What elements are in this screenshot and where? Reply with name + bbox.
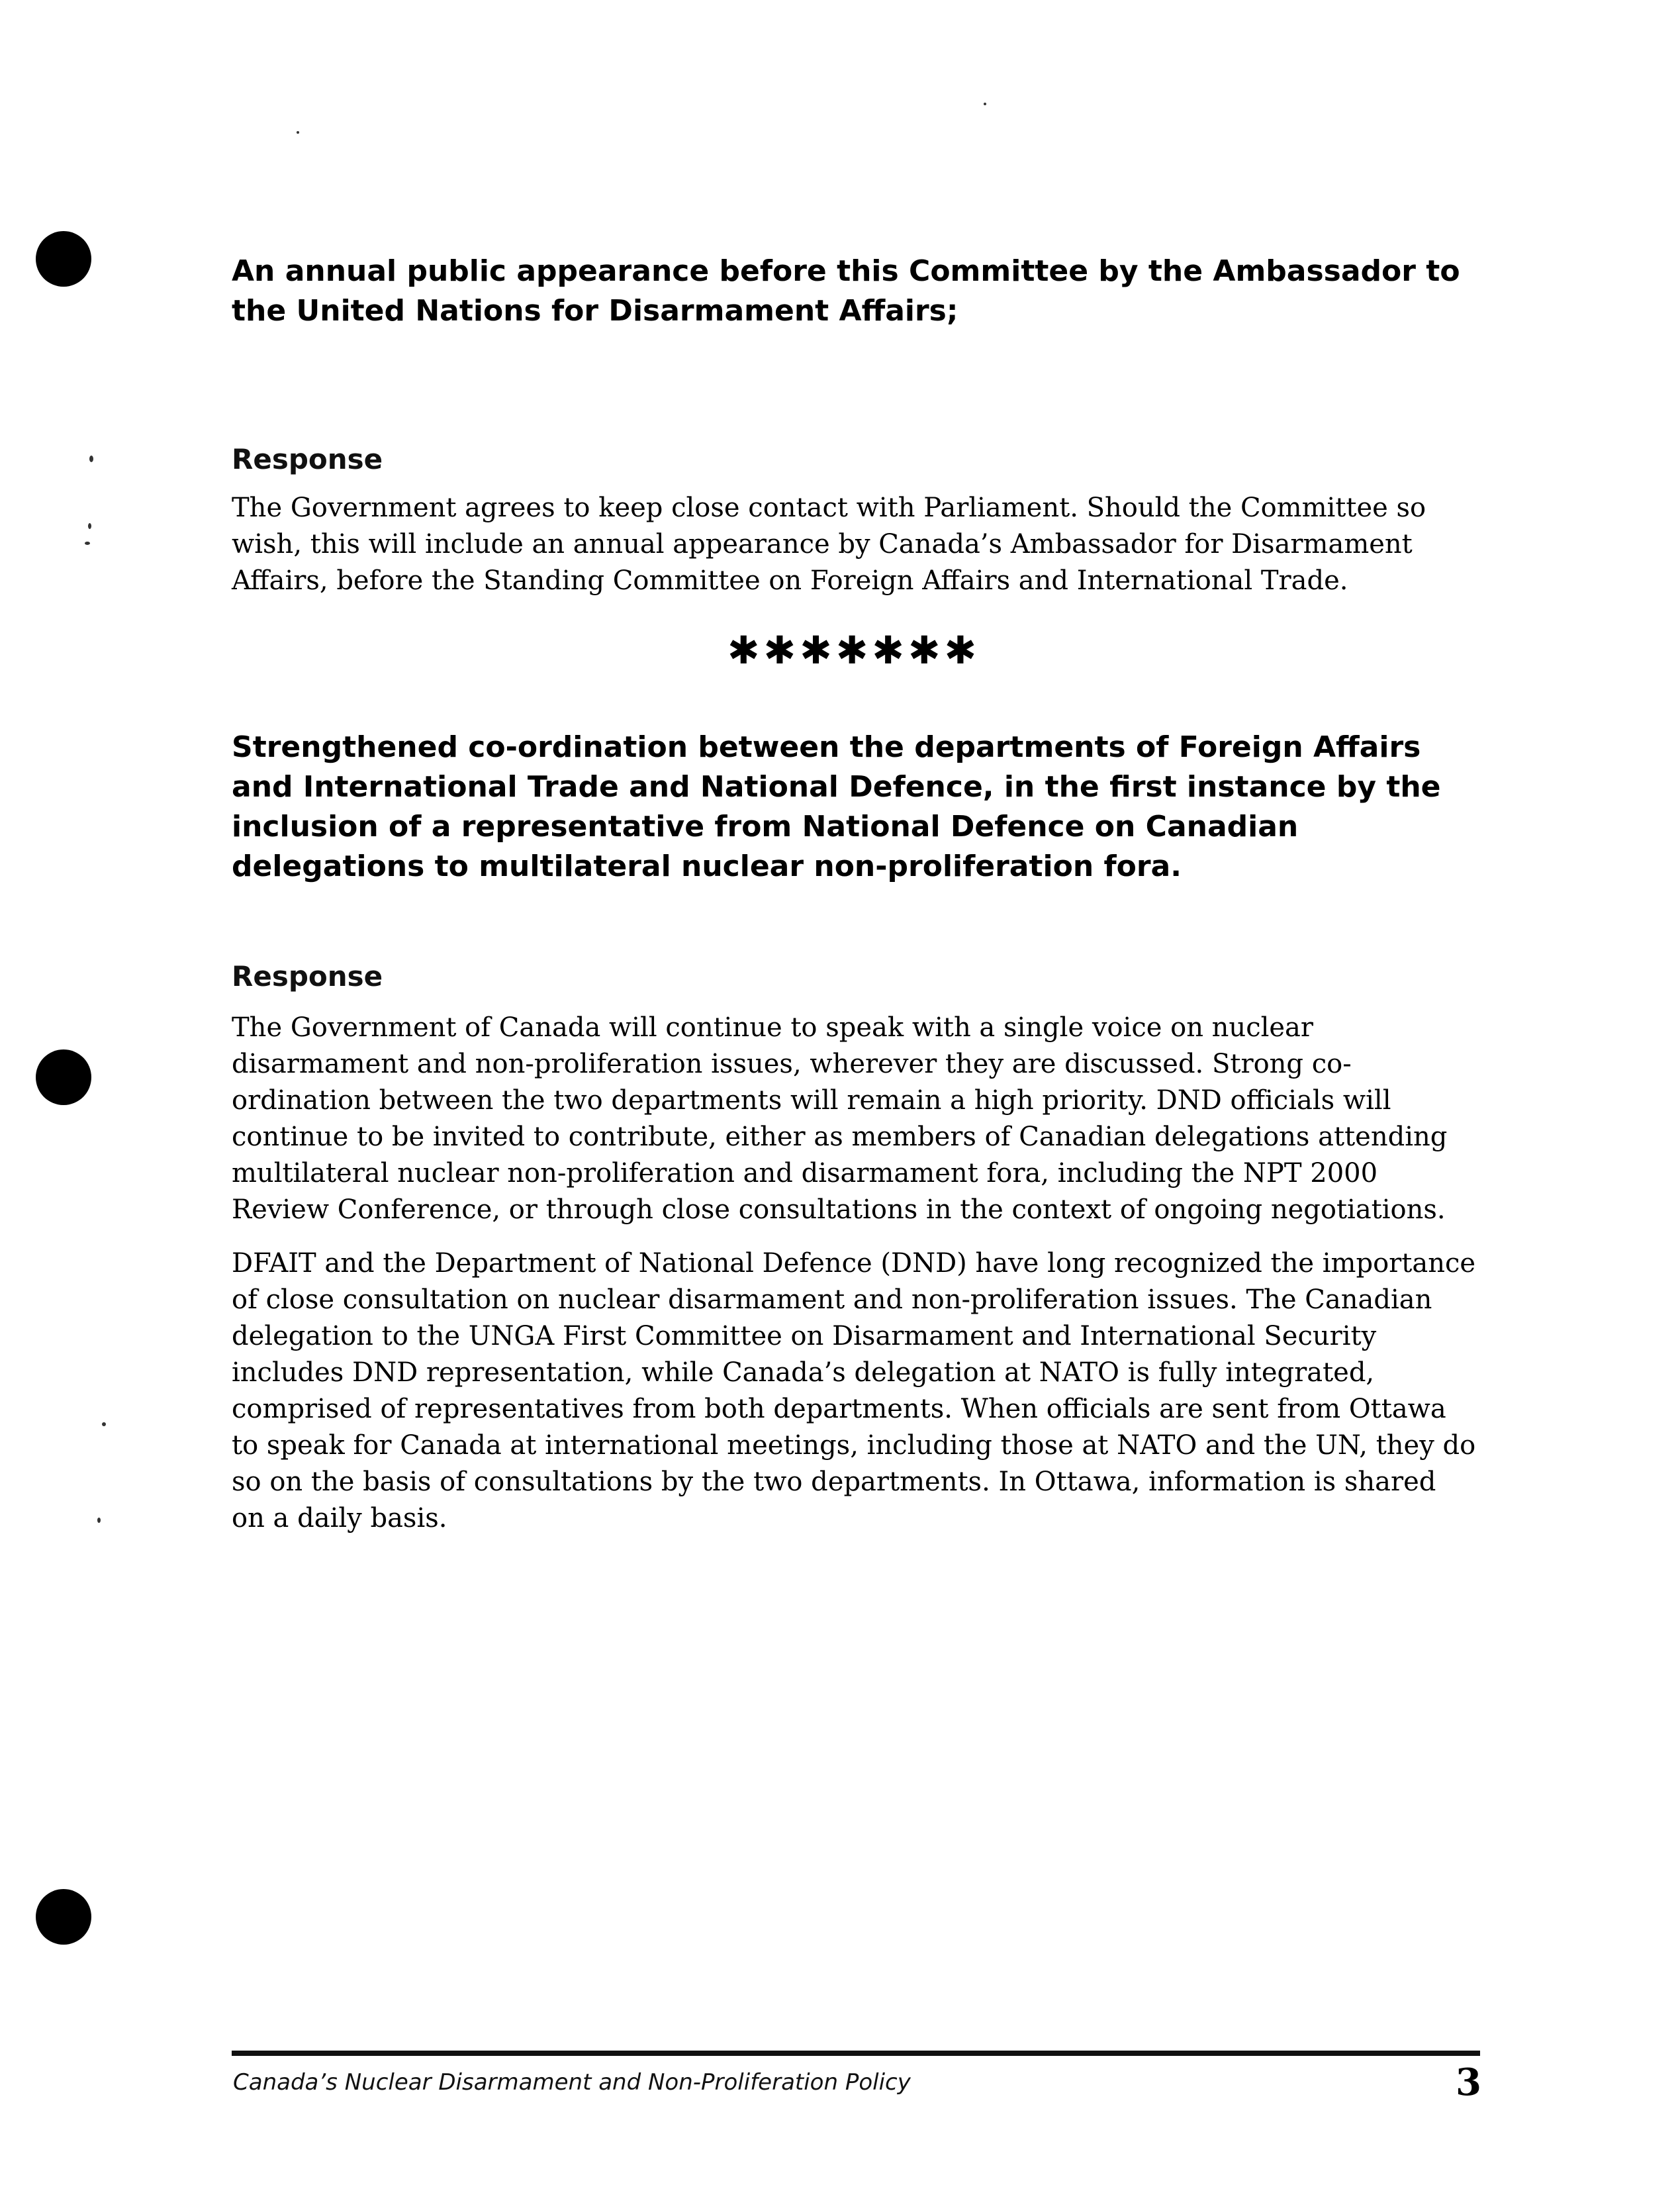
page-number: 3 xyxy=(1456,2061,1481,2104)
response-heading: Response xyxy=(232,960,383,993)
footer-title: Canada’s Nuclear Disarmament and Non-Proliferation Policy xyxy=(233,2069,911,2096)
response-paragraph: DFAIT and the Department of National Defence (DND) have long recognized the importance of close consultation on nuclear disarmament and non-proliferation issues. The Canadian delegation to the UNGA First Committee on Disarmament and International Security includes DND representation, while Canada’s delegation at NATO is fully integrated, comprised of representatives from both departments. When officials are sent from Ottawa to speak for Canada at international meetings, including those at NATO and the UN, they do so on the basis of consultations by the two departments. In Ottawa, information is shared on a daily basis. xyxy=(232,1248,1476,1533)
response-heading: Response xyxy=(232,443,383,475)
scan-speck xyxy=(85,542,90,545)
recommendation-text: An annual public appearance before this Committee by the Ambassador to the United Nations for Disarmament Affairs; xyxy=(232,254,1460,328)
scan-speck xyxy=(297,131,299,134)
response-paragraph: The Government agrees to keep close contact with Parliament. Should the Committee so wish, this will include an annual appearance by Canada’s Ambassador for Disarmament Affairs, before the Standing Committee on Foreign Affairs and International Trade. xyxy=(232,493,1426,596)
footer-rule xyxy=(232,2051,1480,2056)
scan-speck xyxy=(102,1422,106,1426)
recommendation-text: Strengthened co-ordination between the departments of Foreign Affairs and International Trade and National Defence, in the first instance by the inclusion of a representative from National Defence on Canadian delegations to multilateral nuclear non-proliferation fora. xyxy=(232,730,1441,883)
document-body xyxy=(232,252,1476,1537)
binder-hole xyxy=(36,231,91,287)
scan-speck xyxy=(984,103,986,105)
scan-speck xyxy=(88,523,91,529)
binder-hole xyxy=(36,1889,91,1945)
response-paragraph: The Government of Canada will continue to speak with a single voice on nuclear disarmament and non-proliferation issues, wherever they are discussed. Strong co-ordination between the two departments will remain a high priority. DND officials will continue to be invited to contribute, either as members of Canadian delegations attending multilateral nuclear non-proliferation and disarmament fora, including the NPT 2000 Review Conference, or through close consultations in the context of ongoing negotiations. xyxy=(232,1012,1448,1225)
section-divider: ✱✱✱✱✱✱✱ xyxy=(727,628,981,673)
scan-speck xyxy=(89,456,93,462)
binder-hole xyxy=(36,1049,91,1105)
scan-speck xyxy=(97,1518,101,1523)
